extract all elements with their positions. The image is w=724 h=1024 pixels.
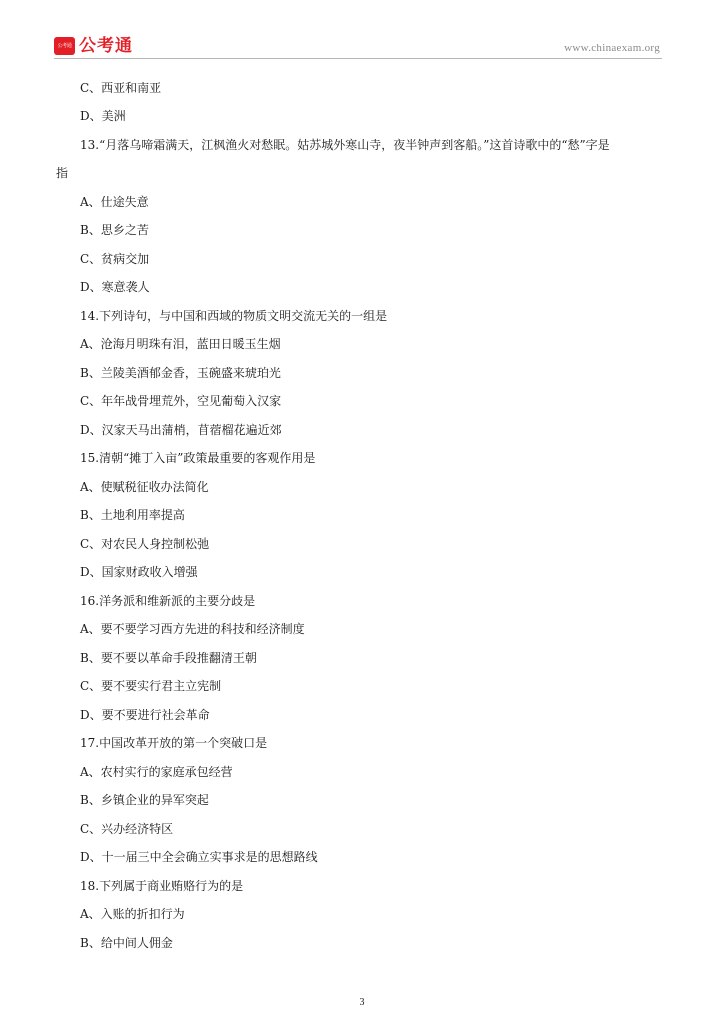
option-line: C、年年战骨埋荒外，空见葡萄入汉家 (80, 394, 282, 408)
option-line: B、要不要以革命手段推翻清王朝 (80, 651, 257, 665)
header-divider (54, 58, 662, 59)
option-line: A、入账的折扣行为 (80, 907, 185, 921)
option-line: C、对农民人身控制松弛 (80, 537, 210, 551)
option-line: D、寒意袭人 (80, 280, 150, 294)
option-line: C、兴办经济特区 (80, 822, 174, 836)
question-line: 13.“月落乌啼霜满天，江枫渔火对愁眠。姑苏城外寒山寺，夜半钟声到客船。”这首诗歌中的“愁”字是 (80, 138, 610, 152)
option-line: D、要不要进行社会革命 (80, 708, 210, 722)
option-line: D、汉家天马出蒲梢，苜蓿榴花遍近郊 (80, 423, 282, 437)
option-line: B、给中间人佣金 (80, 936, 173, 950)
logo-text: 公考通 (79, 36, 133, 56)
question-line: 15.清朝“摊丁入亩”政策最重要的客观作用是 (80, 451, 316, 465)
option-line: A、仕途失意 (80, 195, 149, 209)
option-line: B、乡镇企业的异军突起 (80, 793, 209, 807)
option-line: D、国家财政收入增强 (80, 565, 198, 579)
page-number: 3 (359, 997, 365, 1008)
question-line-continued: 指 (56, 166, 69, 180)
option-line: C、贫病交加 (80, 252, 150, 266)
page-header (54, 34, 662, 60)
option-line: A、要不要学习西方先进的科技和经济制度 (80, 622, 305, 636)
option-line: C、西亚和南亚 (80, 81, 162, 95)
option-line: B、土地利用率提高 (80, 508, 185, 522)
option-line: A、使赋税征收办法简化 (80, 480, 209, 494)
option-line: A、农村实行的家庭承包经营 (80, 765, 233, 779)
option-line: B、思乡之苦 (80, 223, 149, 237)
question-line: 16.洋务派和维新派的主要分歧是 (80, 594, 256, 608)
question-line: 14.下列诗句，与中国和西域的物质文明交流无关的一组是 (80, 309, 388, 323)
question-line: 17.中国改革开放的第一个突破口是 (80, 736, 268, 750)
option-line: C、要不要实行君主立宪制 (80, 679, 222, 693)
option-line: D、美洲 (80, 109, 126, 123)
logo-badge: 公考通 (54, 37, 75, 55)
option-line: A、沧海月明珠有泪，蓝田日暖玉生烟 (80, 337, 281, 351)
option-line: B、兰陵美酒郁金香，玉碗盛来琥珀光 (80, 366, 281, 380)
question-line: 18.下列属于商业贿赂行为的是 (80, 879, 244, 893)
site-url: www.chinaexam.org (564, 42, 660, 54)
option-line: D、十一届三中全会确立实事求是的思想路线 (80, 850, 318, 864)
